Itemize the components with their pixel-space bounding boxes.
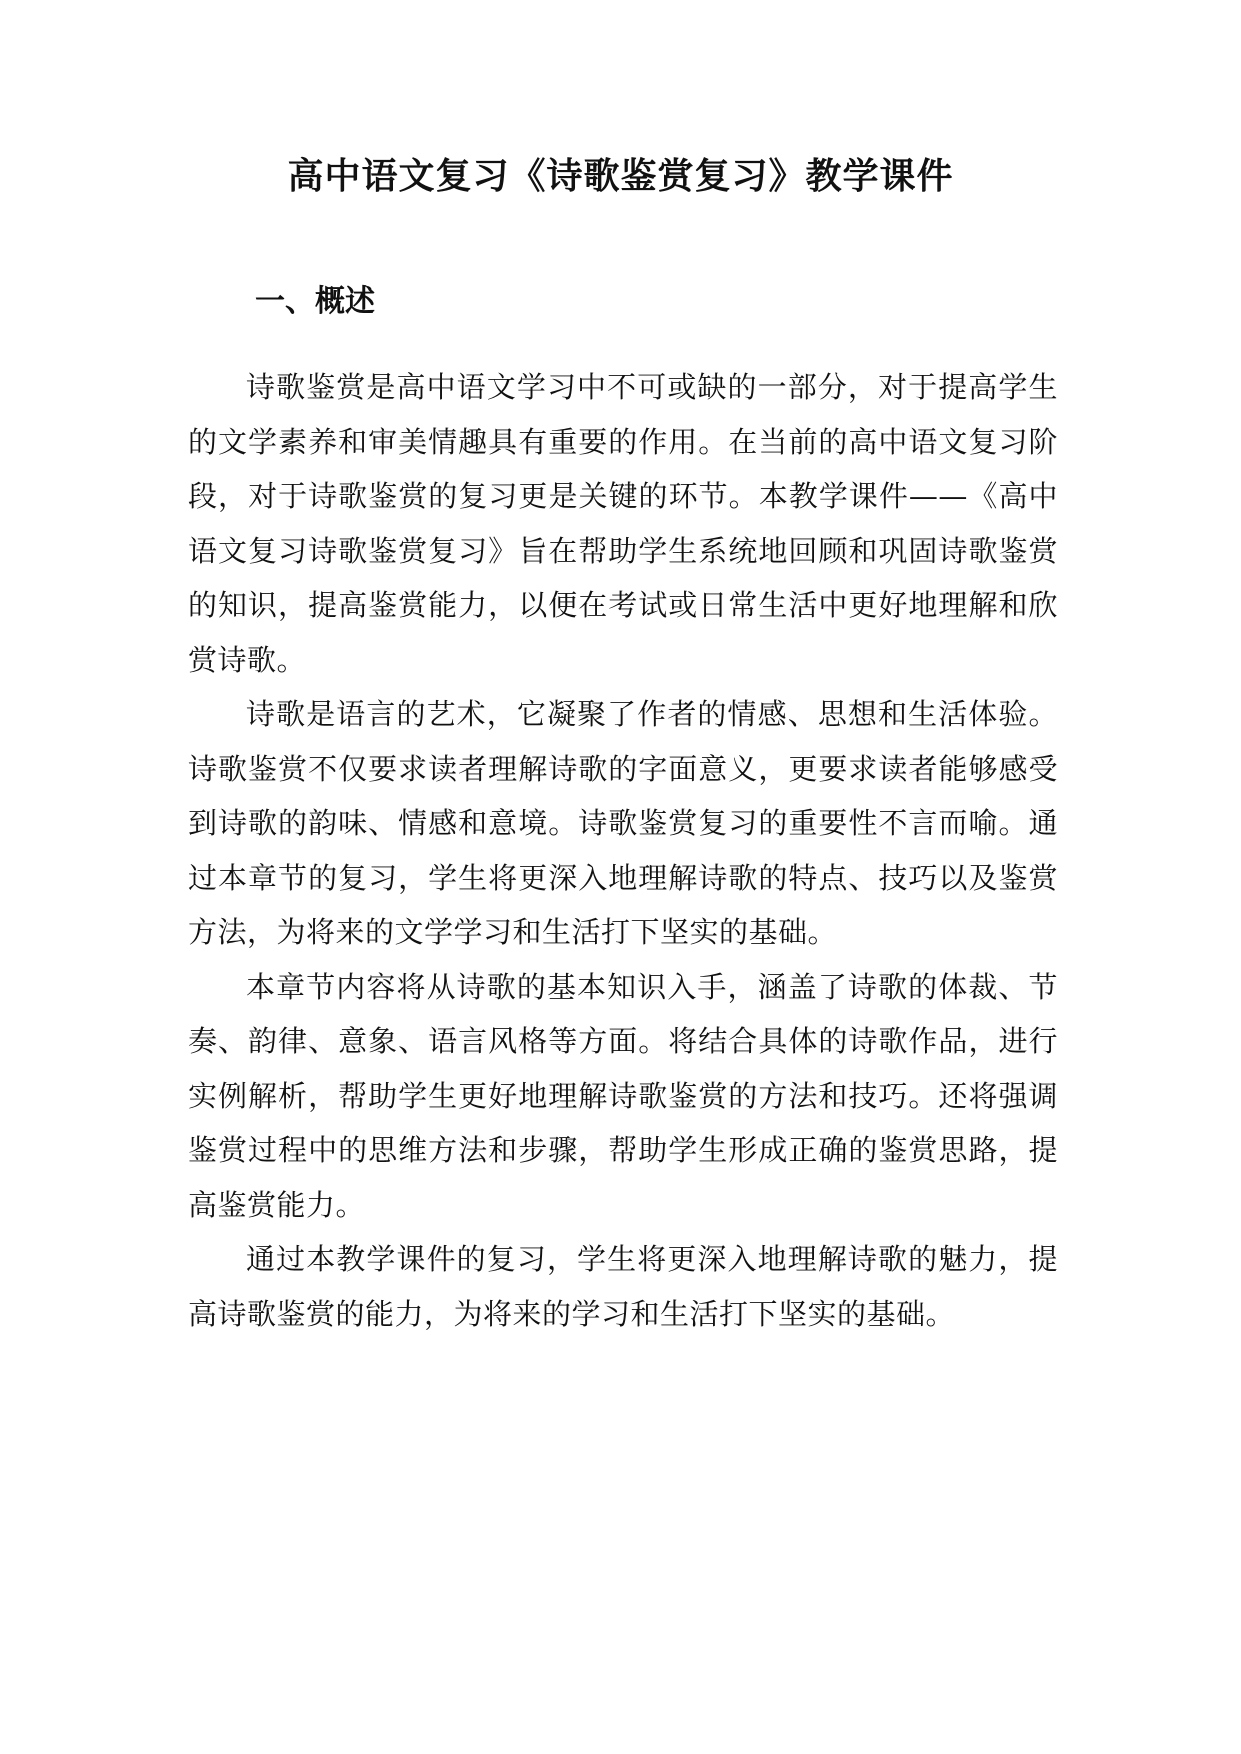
paragraph: 本章节内容将从诗歌的基本知识入手，涵盖了诗歌的体裁、节奏、韵律、意象、语言风格等方面。将结合具体的诗歌作品，进行实例解析，帮助学生更好地理解诗歌鉴赏的方法和技巧。还将强调鉴赏过程中的思维方法和步骤，帮助学生形成正确的鉴赏思路，提高鉴赏能力。: [188, 969, 1058, 1222]
section-heading: 一、概述: [255, 284, 375, 319]
document-title: 高中语文复习《诗歌鉴赏复习》教学课件: [287, 155, 954, 197]
paragraph: 通过本教学课件的复习，学生将更深入地理解诗歌的魅力，提高诗歌鉴赏的能力，为将来的学习和生活打下坚实的基础。: [188, 1242, 1058, 1331]
body-text: [188, 360, 1058, 1341]
paragraph: 诗歌鉴赏是高中语文学习中不可或缺的一部分，对于提高学生的文学素养和审美情趣具有重要的作用。在当前的高中语文复习阶段，对于诗歌鉴赏的复习更是关键的环节。本教学课件——《高中语文复习诗歌鉴赏复习》旨在帮助学生系统地回顾和巩固诗歌鉴赏的知识，提高鉴赏能力，以便在考试或日常生活中更好地理解和欣赏诗歌。: [188, 370, 1058, 677]
paragraph: 诗歌是语言的艺术，它凝聚了作者的情感、思想和生活体验。诗歌鉴赏不仅要求读者理解诗歌的字面意义，更要求读者能够感受到诗歌的韵味、情感和意境。诗歌鉴赏复习的重要性不言而喻。通过本章节的复习，学生将更深入地理解诗歌的特点、技巧以及鉴赏方法，为将来的文学学习和生活打下坚实的基础。: [188, 697, 1058, 949]
